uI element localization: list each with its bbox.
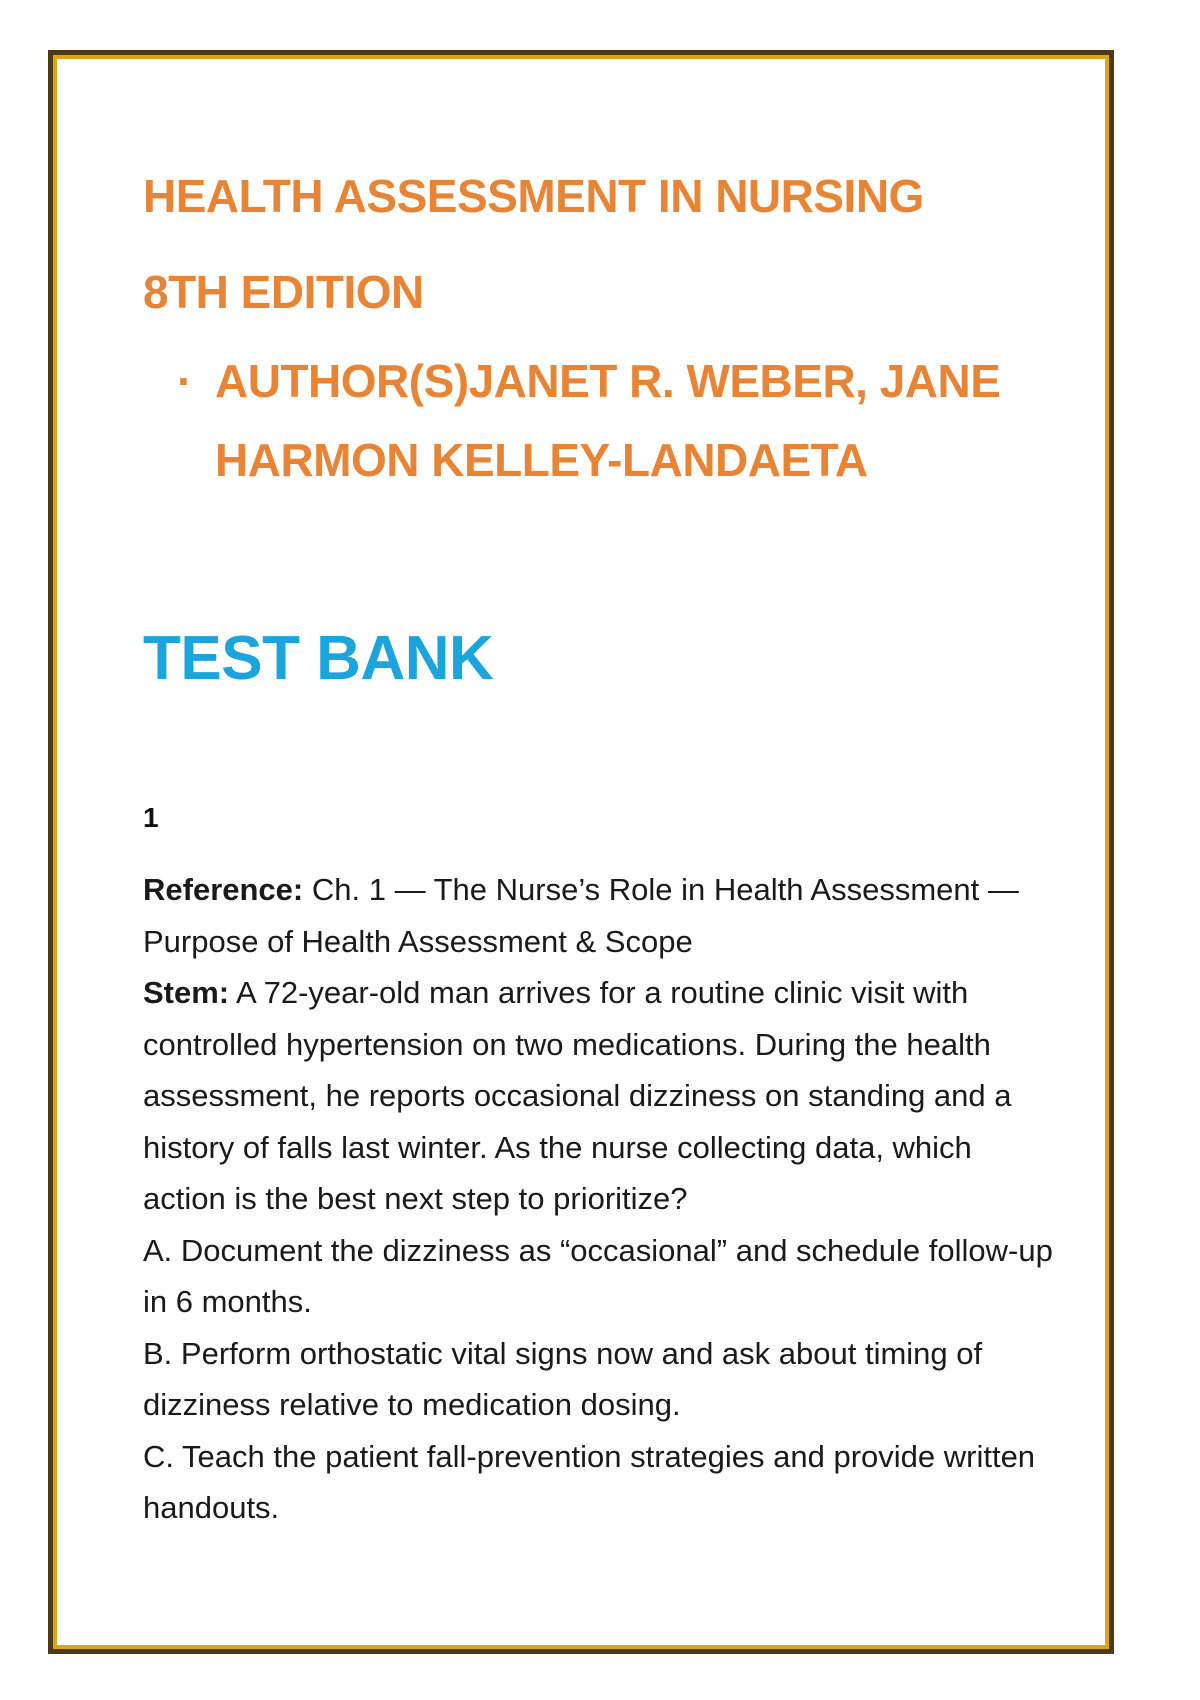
question-number: 1 <box>143 802 159 833</box>
book-title: HEALTH ASSESSMENT IN NURSING <box>143 170 924 222</box>
question-body <box>143 864 1063 1534</box>
stem-text: A 72-year-old man arrives for a routine clinic visit with controlled hypertension on two medications. During the health assessment, he reports occasional dizziness on standing and a history of falls last winter. As the nurse collecting data, which action is the best next step to prioritize? <box>143 975 1012 1216</box>
question-stem <box>143 967 1063 1225</box>
reference-text: Ch. 1 — The Nurse’s Role in Health Assessment — Purpose of Health Assessment & Scope <box>143 872 1019 959</box>
author-names: AUTHOR(S)JANET R. WEBER, JANE HARMON KELLEY-LANDAETA <box>215 355 1001 486</box>
question-reference <box>143 864 1063 967</box>
answer-option-b: B. Perform orthostatic vital signs now and ask about timing of dizziness relative to medication dosing. <box>143 1335 983 1422</box>
book-edition: 8TH EDITION <box>143 266 424 318</box>
author-list-item <box>177 342 1035 500</box>
document-content <box>143 148 1063 1534</box>
answer-option-c: C. Teach the patient fall-prevention strategies and provide written handouts. <box>143 1438 1036 1525</box>
section-heading: TEST BANK <box>143 624 494 693</box>
stem-label: Stem: <box>143 975 230 1010</box>
reference-label: Reference: <box>143 872 304 907</box>
answer-option-a: A. Document the dizziness as “occasional” and schedule follow-up in 6 months. <box>143 1232 1053 1319</box>
bullet-icon: · <box>177 355 192 407</box>
